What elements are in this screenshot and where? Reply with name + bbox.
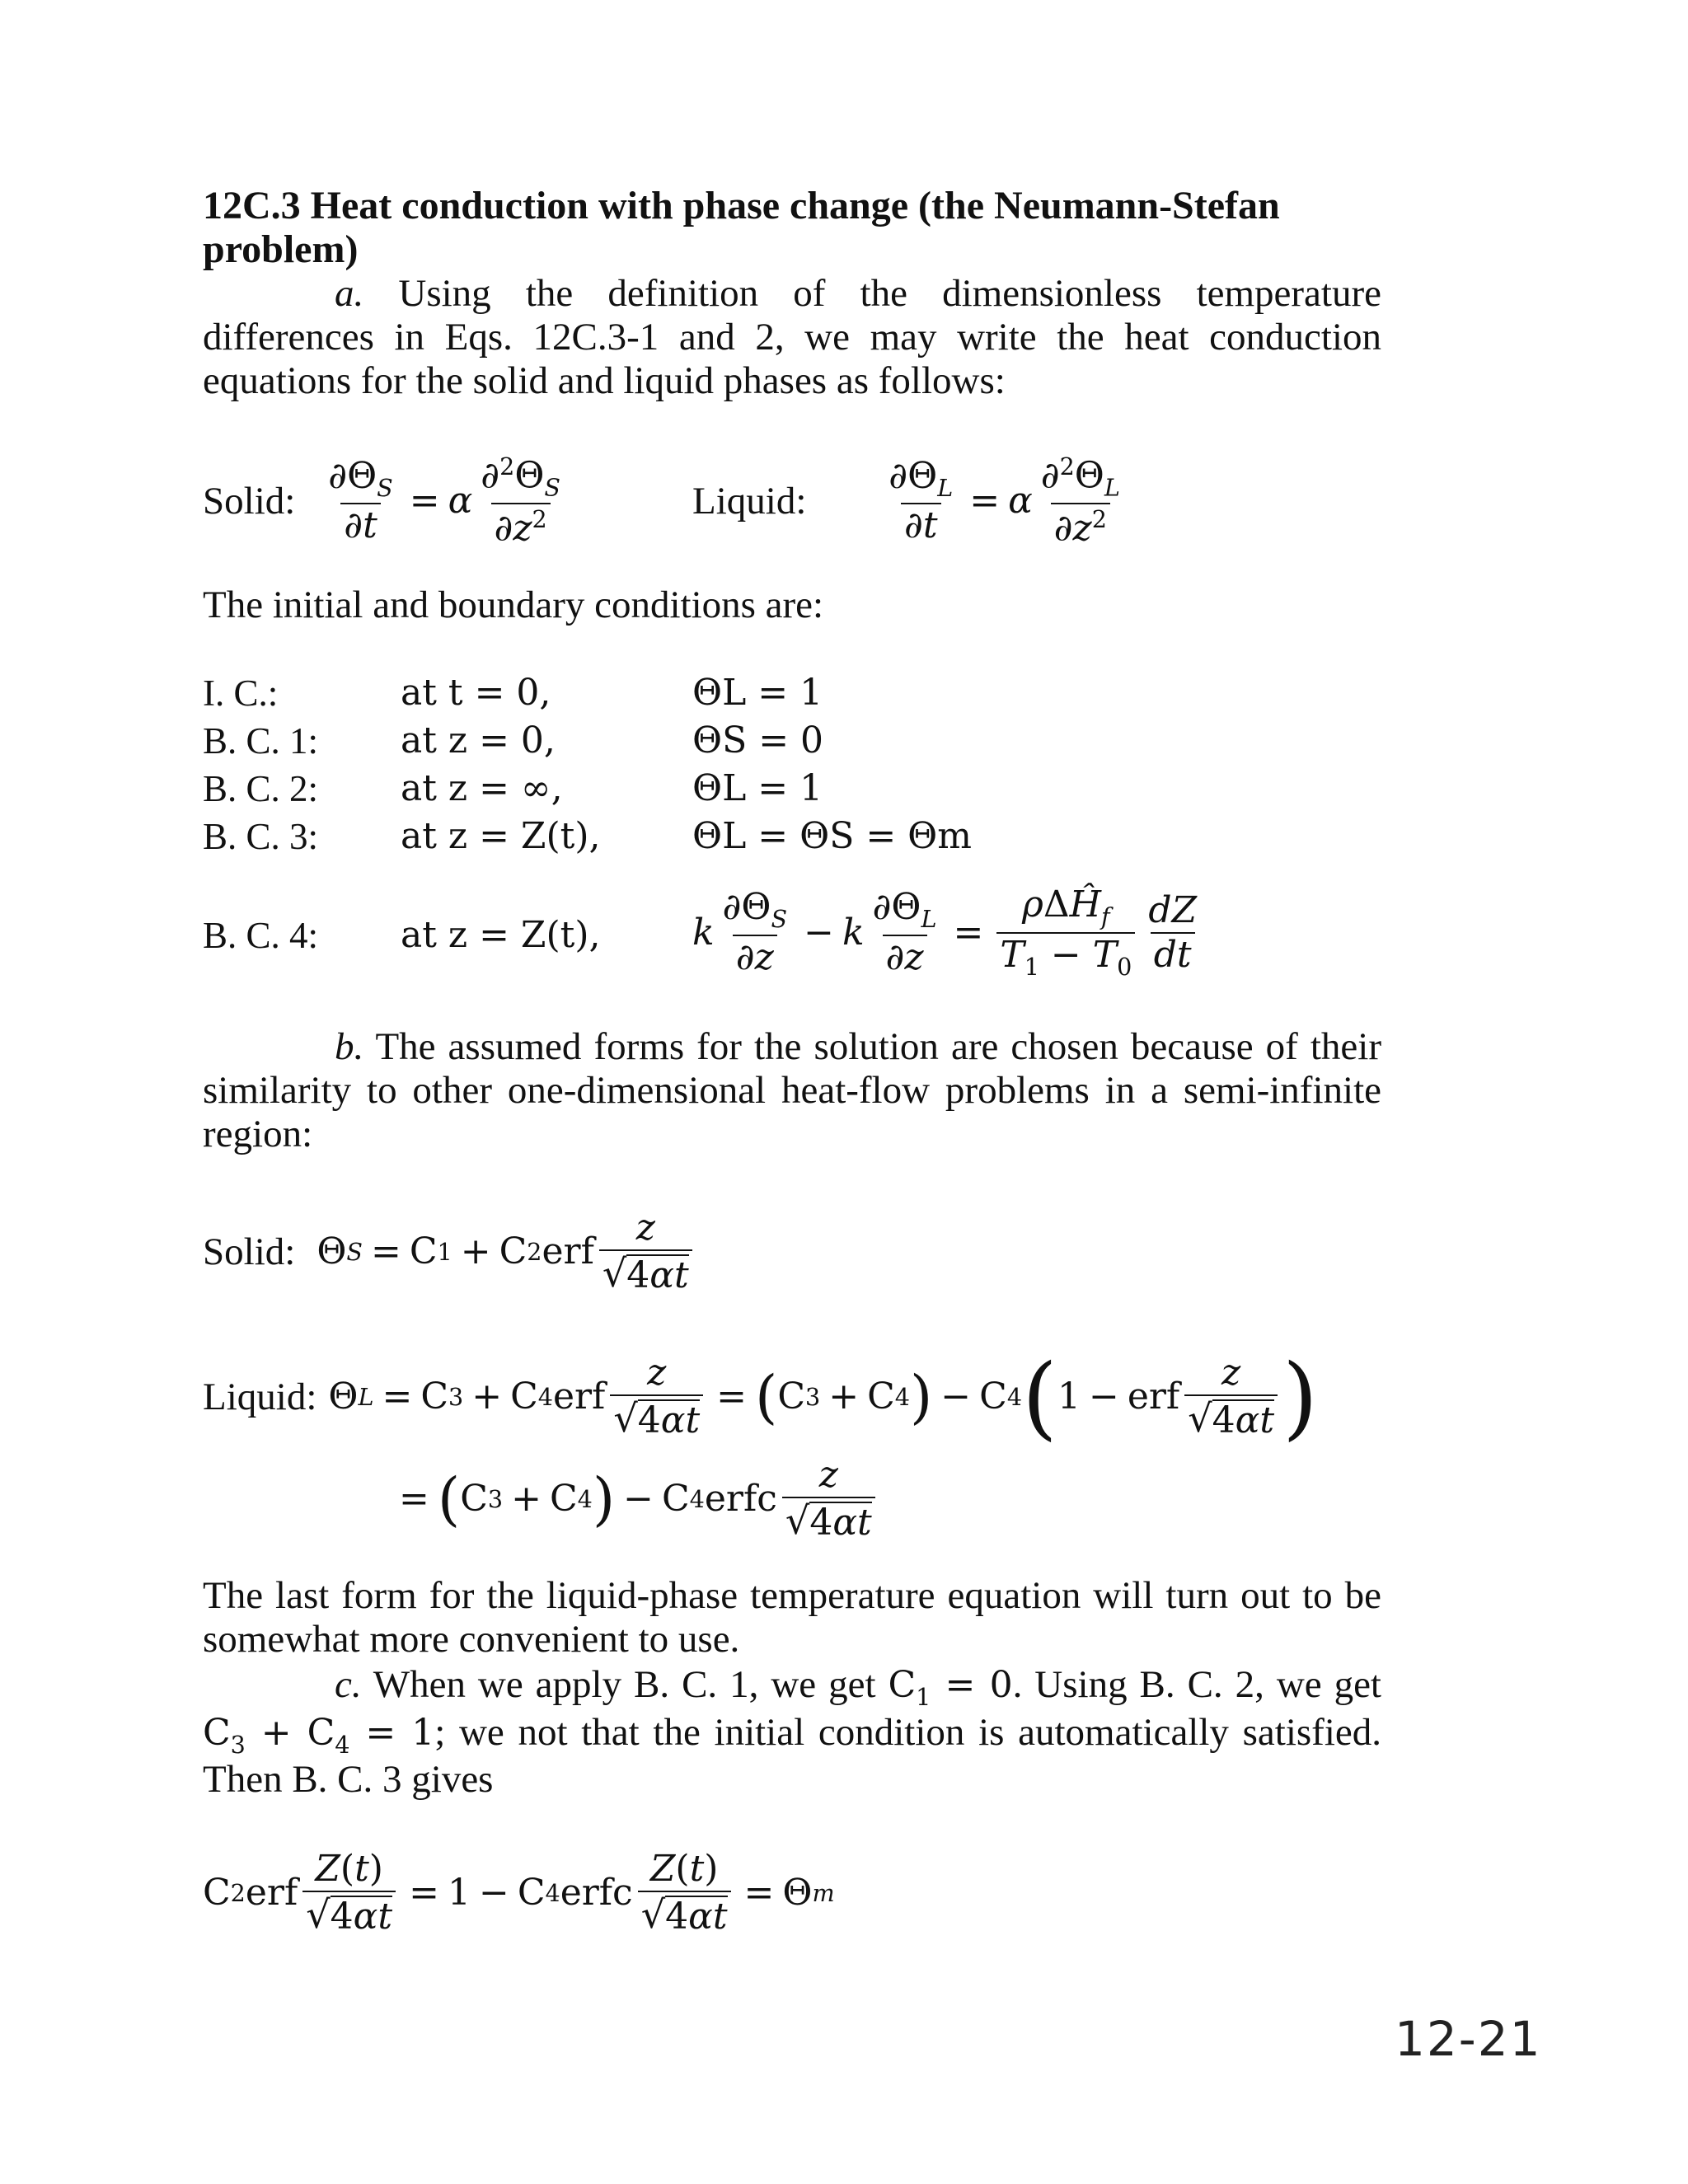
condition-labels <box>203 669 318 959</box>
solid-label: Solid: <box>203 479 296 523</box>
part-c-paragraph: c. When we apply B. C. 1, we get $C_1 = 0$. Using B. C. 2, we get $C_3 + C_4 = 1$; we not that the initial condition is automatically satisfied. Then B. C. 3 gives <box>203 1663 1381 1802</box>
part-b-text: The assumed forms for the solution are chosen because of their similarity to other one-dimensional heat-flow problems in a semi-infinite region: <box>203 1025 1382 1155</box>
liquid-solution: Liquid: Θ L = C 3 + C 4 erf z √ 4αt = ( C 3 + C 4 ) − C 4 ( 1 − erf z √ 4αt ) <box>203 1344 1318 1450</box>
section-heading: 12C.3 Heat conduction with phase change (the Neumann-Stefan problem) <box>203 184 1280 271</box>
liquid-solution-label: Liquid: <box>203 1375 317 1418</box>
condition-where: at z = Z(t), <box>401 815 601 857</box>
bc4-equation: k $\frac{\partial\Theta_S}{\partial z}$ − k $\frac{\partial\Theta_L}{\partial z}$ = $\frac{\rho\Delta Ĥ_f}{T_1 - T_0}$ $\frac{dZ}{dt}$ <box>692 883 1198 981</box>
solid-solution-label: Solid: <box>203 1230 296 1273</box>
condition-value: ΘL = ΘS = Θm <box>692 815 972 857</box>
condition-values <box>692 669 972 860</box>
condition-where: at z = ∞, <box>401 767 563 809</box>
condition-where: at z = Z(t), <box>401 914 601 956</box>
conditions-intro: The initial and boundary conditions are: <box>203 583 824 626</box>
condition-value: ΘL = 1 <box>692 672 823 714</box>
condition-where: at t = 0, <box>401 672 551 714</box>
part-c-text: When we apply B. C. 1, we get <box>373 1663 876 1706</box>
condition-label: B. C. 4: <box>203 915 319 956</box>
liquid-solution-erfc: = ( C 3 + C 4 ) − C 4 erfc z √ 4αt <box>391 1457 880 1541</box>
part-b-paragraph <box>203 1025 1381 1156</box>
condition-label: B. C. 2: <box>203 768 319 809</box>
page-number: 12-21 <box>1395 2011 1542 2067</box>
condition-value: ΘS = 0 <box>692 719 824 762</box>
part-c-letter: c. <box>335 1663 362 1706</box>
solid-solution: Solid: Θ S = C 1 + C 2 erf z √ 4αt <box>203 1210 697 1294</box>
part-c-text: . Using B. C. 2, we get <box>1012 1663 1381 1706</box>
bc3-result-equation: C 2 erf Z(t) √ 4αt = 1 − C 4 erfc Z(t) √ 4αt = Θ m <box>203 1848 835 1938</box>
solid-equation: Solid: $\frac{\partial\Theta_S}{\partial t}$ = α $\frac{\partial^2\Theta_S}{\partial z^2}$ <box>203 452 560 551</box>
condition-value: ΘL = 1 <box>692 767 823 809</box>
part-a-paragraph <box>203 272 1381 403</box>
part-a-letter: a. <box>335 272 364 315</box>
part-c-text: ; we not that the initial condition is automatically satisfied. Then B. C. 3 gives <box>203 1710 1381 1802</box>
condition-positions <box>401 669 601 959</box>
part-a-text: Using the definition of the dimensionless temperature differences in Eqs. 12C.3-1 and 2, we may write the heat conduction equations for the solid and liquid phases as follows: <box>203 272 1381 402</box>
condition-where: at z = 0, <box>401 719 556 762</box>
condition-label: I. C.: <box>203 673 279 714</box>
liquid-label: Liquid: <box>692 479 807 523</box>
part-b-letter: b. <box>335 1025 364 1068</box>
after-text: The last form for the liquid-phase temperature equation will turn out to be somewhat more convenient to use. <box>203 1574 1381 1661</box>
condition-label: B. C. 3: <box>203 816 319 857</box>
liquid-equation: Liquid: $\frac{\partial\Theta_L}{\partial t}$ = α $\frac{\partial^2\Theta_L}{\partial z^2}$ <box>692 452 1120 551</box>
condition-label: B. C. 1: <box>203 720 319 762</box>
